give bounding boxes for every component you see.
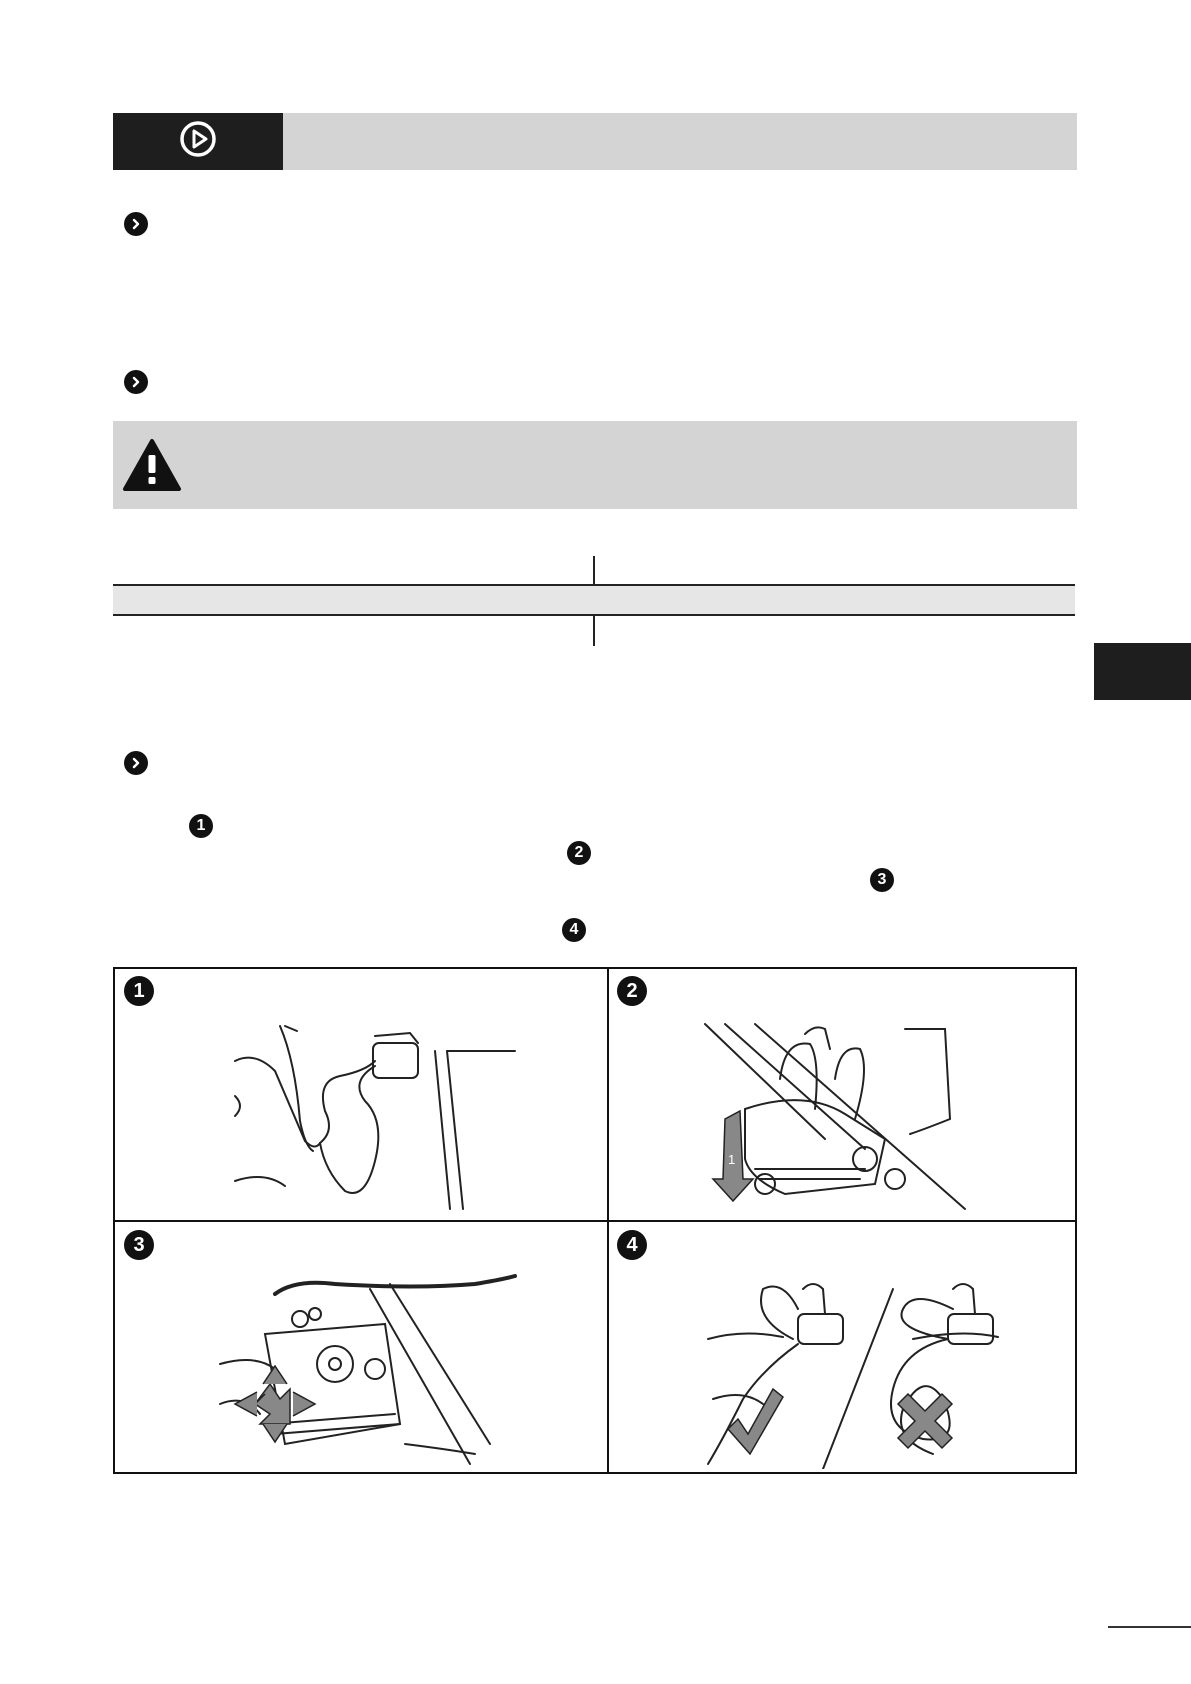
chevron-right-icon: [124, 370, 148, 394]
robot-cable-unroll-illustration: [225, 1021, 525, 1211]
step-number-badge: 2: [617, 976, 647, 1006]
illustration-grid: [113, 967, 1077, 1474]
play-circle-icon: [179, 120, 217, 163]
step-number-badge: 1: [124, 976, 154, 1006]
chapter-side-tab: [1094, 643, 1191, 700]
warning-triangle-icon: [122, 437, 182, 498]
table-rule: [113, 614, 1075, 616]
section-header-icon-block: [113, 113, 283, 170]
step-number-badge: 4: [617, 1230, 647, 1260]
step-number-badge: 4: [562, 918, 586, 942]
robot-lower-into-pool-illustration: [695, 1019, 1005, 1214]
step-number-badge: 1: [189, 814, 213, 838]
step-number-badge: 3: [124, 1230, 154, 1260]
page-number-rule: [1108, 1626, 1191, 1628]
chevron-right-icon: [124, 751, 148, 775]
cable-no-tangle-illustration: [703, 1279, 1003, 1469]
warning-band: [113, 421, 1077, 509]
table-row: [113, 586, 1075, 614]
chevron-right-icon: [124, 212, 148, 236]
svg-text:1: 1: [728, 1152, 736, 1167]
step-number-badge: 3: [870, 868, 894, 892]
step-number-badge: 2: [567, 841, 591, 865]
robot-release-air-illustration: [215, 1274, 535, 1469]
